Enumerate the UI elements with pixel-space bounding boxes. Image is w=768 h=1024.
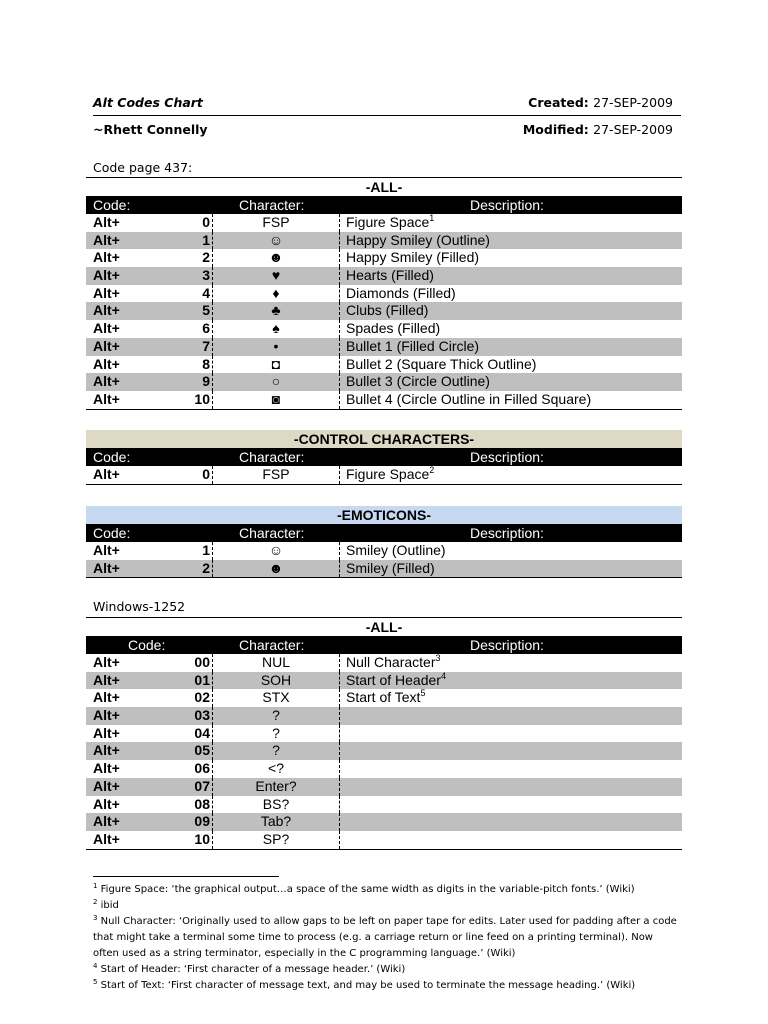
table-row	[86, 707, 682, 725]
table-row	[86, 302, 682, 320]
alt-key: Alt+	[93, 466, 120, 482]
column-divider	[339, 742, 340, 760]
column-description: Description:	[470, 197, 544, 213]
character-glyph: STX	[262, 689, 290, 706]
column-divider	[339, 725, 340, 743]
column-code: Code:	[93, 197, 131, 213]
footnote	[93, 978, 681, 994]
description-text: Figure Space	[346, 466, 430, 482]
column-description: Description:	[470, 637, 544, 653]
column-character: Character:	[239, 525, 305, 541]
code-number: 5	[202, 302, 210, 319]
footnote-ref: 3	[435, 653, 441, 663]
column-divider	[339, 466, 340, 484]
footnote-ref: 4	[440, 670, 446, 681]
table-row	[86, 320, 682, 338]
character-glyph: FSP	[262, 214, 290, 230]
win1252-label: Windows-1252	[93, 599, 186, 614]
description-text: Null Character	[346, 654, 436, 670]
modified-date	[523, 122, 673, 137]
character-glyph: <?	[268, 760, 284, 777]
description	[346, 285, 456, 303]
column-divider	[339, 560, 340, 578]
column-divider	[339, 707, 340, 725]
table-row	[86, 689, 682, 707]
description	[346, 214, 434, 232]
character-glyph: ?	[272, 724, 280, 741]
code-number: 01	[194, 671, 210, 688]
character-glyph: ○	[271, 373, 281, 390]
alt-key: Alt+	[93, 777, 120, 794]
footnote-number: 2	[93, 898, 98, 906]
table-bottom-rule	[86, 577, 682, 578]
description	[346, 672, 446, 690]
code-number: 1	[202, 542, 210, 558]
footnote	[93, 962, 681, 978]
column-divider	[339, 778, 340, 796]
character-glyph: BS?	[262, 795, 290, 812]
alt-key: Alt+	[93, 267, 120, 284]
code-number: 7	[202, 337, 210, 354]
created-date	[528, 95, 673, 110]
table-body	[86, 542, 682, 577]
column-divider	[339, 689, 340, 707]
code-number: 8	[202, 355, 210, 372]
description-text: Bullet 4 (Circle Outline in Filled Square)	[346, 390, 592, 407]
code-number: 1	[202, 231, 210, 248]
column-divider	[339, 320, 340, 338]
table-row	[86, 542, 682, 560]
alt-key: Alt+	[93, 760, 120, 777]
footnote-ref: 5	[420, 688, 426, 699]
description	[346, 542, 446, 560]
column-divider	[339, 796, 340, 814]
table-row	[86, 214, 682, 232]
alt-key: Alt+	[93, 689, 120, 706]
character-glyph: ♣	[271, 302, 281, 319]
code-number: 4	[202, 284, 210, 301]
column-header-row	[86, 448, 682, 466]
character-glyph: •	[273, 337, 279, 354]
alt-key: Alt+	[93, 284, 120, 301]
description	[346, 373, 490, 391]
table-row	[86, 373, 682, 391]
table-row	[86, 725, 682, 743]
column-divider	[339, 654, 340, 672]
code-number: 05	[194, 742, 210, 759]
character-glyph: ◙	[271, 390, 281, 407]
table-row	[86, 831, 682, 849]
code-number: 03	[194, 707, 210, 724]
table-title: -ALL-	[86, 178, 682, 196]
character-glyph: NUL	[261, 654, 290, 670]
footnotes	[93, 882, 681, 994]
column-divider	[339, 285, 340, 303]
code-number: 2	[202, 249, 210, 266]
column-divider	[339, 356, 340, 374]
footnote-separator	[93, 876, 279, 877]
table-body	[86, 654, 682, 849]
footnote-number: 3	[93, 914, 98, 922]
footnote-ref: 2	[429, 465, 435, 475]
table-row	[86, 813, 682, 831]
table-row	[86, 249, 682, 267]
description	[346, 302, 428, 320]
document-title: Alt Codes Chart	[93, 95, 203, 110]
modified-value: 27-SEP-2009	[593, 122, 673, 137]
character-glyph: ♠	[272, 320, 280, 337]
column-description: Description:	[470, 449, 544, 465]
footnote-text: Start of Header: ‘First character of a message header.’ (Wiki)	[100, 964, 406, 975]
table-row	[86, 466, 682, 484]
alt-key: Alt+	[93, 742, 120, 759]
code-number: 9	[202, 373, 210, 390]
created-label: Created:	[528, 95, 589, 110]
column-divider	[339, 672, 340, 690]
code-number: 3	[202, 267, 210, 284]
character-glyph: ?	[272, 742, 280, 759]
column-header-row	[86, 524, 682, 542]
alt-key: Alt+	[93, 355, 120, 372]
code-number: 10	[194, 830, 210, 847]
column-divider	[339, 760, 340, 778]
table-row	[86, 338, 682, 356]
code-number: 02	[194, 689, 210, 706]
column-divider	[339, 267, 340, 285]
character-glyph: Tab?	[260, 813, 292, 830]
description-text: Bullet 1 (Filled Circle)	[346, 337, 480, 354]
alt-key: Alt+	[93, 654, 120, 670]
code-number: 09	[194, 813, 210, 830]
character-glyph: ◘	[271, 355, 281, 372]
table-row	[86, 560, 682, 578]
description-text: Start of Header	[346, 671, 441, 688]
footnote	[93, 882, 681, 898]
description-text: Happy Smiley (Outline)	[346, 231, 490, 248]
description	[346, 689, 425, 707]
header-rule	[93, 115, 681, 116]
description-text: Hearts (Filled)	[346, 267, 434, 284]
footnote	[93, 898, 681, 914]
column-divider	[339, 391, 340, 409]
alt-key: Alt+	[93, 724, 120, 741]
description-text: Diamonds (Filled)	[346, 284, 456, 301]
table-row	[86, 742, 682, 760]
column-code: Code:	[93, 449, 131, 465]
alt-key: Alt+	[93, 249, 120, 266]
alt-key: Alt+	[93, 795, 120, 812]
character-glyph: ♥	[271, 267, 281, 284]
character-glyph: ☻	[268, 559, 284, 576]
table-title: -EMOTICONS-	[86, 506, 682, 524]
table-control-characters	[86, 430, 682, 485]
description	[346, 356, 536, 374]
alt-key: Alt+	[93, 214, 120, 230]
alt-key: Alt+	[93, 373, 120, 390]
column-character: Character:	[239, 449, 305, 465]
column-divider	[339, 373, 340, 391]
footnote-ref: 1	[429, 213, 435, 223]
alt-key: Alt+	[93, 337, 120, 354]
description	[346, 654, 441, 672]
column-divider	[339, 302, 340, 320]
table-bottom-rule	[86, 484, 682, 485]
column-divider	[339, 831, 340, 849]
alt-key: Alt+	[93, 390, 120, 407]
column-divider	[339, 338, 340, 356]
description	[346, 466, 434, 484]
description-text: Bullet 3 (Circle Outline)	[346, 373, 490, 390]
author: ~Rhett Connelly	[93, 122, 208, 137]
column-code: Code:	[128, 637, 166, 653]
column-header-row	[86, 196, 682, 214]
table-row	[86, 672, 682, 690]
code-number: 0	[202, 214, 210, 230]
description	[346, 232, 490, 250]
alt-key: Alt+	[93, 302, 120, 319]
column-character: Character:	[239, 637, 305, 653]
alt-key: Alt+	[93, 231, 120, 248]
description-text: Smiley (Outline)	[346, 542, 446, 558]
description-text: Happy Smiley (Filled)	[346, 249, 480, 266]
code-number: 08	[194, 795, 210, 812]
table-row	[86, 778, 682, 796]
footnote-number: 5	[93, 978, 98, 986]
cp437-label: Code page 437:	[93, 160, 193, 175]
code-number: 2	[202, 559, 210, 576]
description	[346, 249, 479, 267]
code-number: 06	[194, 760, 210, 777]
alt-key: Alt+	[93, 542, 120, 558]
footnote-text: Null Character: ‘Originally used to allow gaps to be left on paper tape for edits. Later used for padding after a code that might take a terminal some time to process (e.g. a carriage return or line feed on a printing terminal). Now often used as a string terminator, especially in the C programming language.’ (Wiki)	[93, 916, 677, 959]
description-text: Clubs (Filled)	[346, 302, 429, 319]
code-number: 0	[202, 466, 210, 482]
description-text: Spades (Filled)	[346, 320, 441, 337]
code-number: 00	[194, 654, 210, 670]
description-text: Start of Text	[346, 689, 421, 706]
description	[346, 391, 591, 409]
character-glyph: ☺	[268, 231, 284, 248]
column-divider	[339, 232, 340, 250]
table-win1252-all	[86, 617, 682, 850]
column-divider	[339, 542, 340, 560]
table-row	[86, 356, 682, 374]
alt-key: Alt+	[93, 830, 120, 847]
table-row	[86, 796, 682, 814]
table-title: -CONTROL CHARACTERS-	[86, 430, 682, 448]
description-text: Figure Space	[346, 214, 430, 230]
character-glyph: ?	[272, 707, 280, 724]
character-glyph: FSP	[262, 466, 290, 482]
footnote	[93, 914, 681, 962]
table-cp437-all	[86, 177, 682, 410]
column-divider	[339, 214, 340, 232]
column-divider	[339, 813, 340, 831]
character-glyph: ♦	[272, 284, 280, 301]
column-description: Description:	[470, 525, 544, 541]
table-row	[86, 232, 682, 250]
character-glyph: ☺	[268, 542, 284, 558]
footnote-text: Start of Text: ‘First character of message text, and may be used to terminate the message heading.’ (Wiki)	[100, 980, 636, 991]
table-body	[86, 466, 682, 484]
table-body	[86, 214, 682, 409]
table-row	[86, 267, 682, 285]
table-bottom-rule	[86, 409, 682, 410]
column-code: Code:	[93, 525, 131, 541]
description-text: Bullet 2 (Square Thick Outline)	[346, 355, 537, 372]
description	[346, 338, 479, 356]
alt-key: Alt+	[93, 320, 120, 337]
table-row	[86, 285, 682, 303]
description-text: Smiley (Filled)	[346, 559, 435, 576]
footnote-number: 1	[93, 882, 98, 890]
character-glyph: ☻	[268, 249, 284, 266]
description	[346, 320, 440, 338]
code-number: 07	[194, 777, 210, 794]
modified-label: Modified:	[522, 122, 589, 137]
column-character: Character:	[239, 197, 305, 213]
table-row	[86, 391, 682, 409]
character-glyph: SOH	[260, 671, 292, 688]
code-number: 6	[202, 320, 210, 337]
alt-key: Alt+	[93, 559, 120, 576]
column-header-row	[86, 636, 682, 654]
description	[346, 267, 434, 285]
alt-key: Alt+	[93, 813, 120, 830]
footnote-text: ibid	[100, 900, 119, 911]
code-number: 10	[194, 390, 210, 407]
table-row	[86, 654, 682, 672]
alt-key: Alt+	[93, 707, 120, 724]
character-glyph: Enter?	[255, 777, 297, 794]
footnote-text: Figure Space: ‘the graphical output…a space of the same width as digits in the variable-pitch fonts.’ (Wiki)	[100, 884, 635, 895]
table-title: -ALL-	[86, 618, 682, 636]
column-divider	[339, 249, 340, 267]
table-bottom-rule	[86, 849, 682, 850]
character-glyph: SP?	[262, 830, 290, 847]
code-number: 04	[194, 724, 210, 741]
table-emoticons	[86, 506, 682, 578]
footnote-number: 4	[93, 962, 98, 970]
created-value: 27-SEP-2009	[593, 95, 673, 110]
table-row	[86, 760, 682, 778]
alt-key: Alt+	[93, 671, 120, 688]
description	[346, 560, 435, 578]
